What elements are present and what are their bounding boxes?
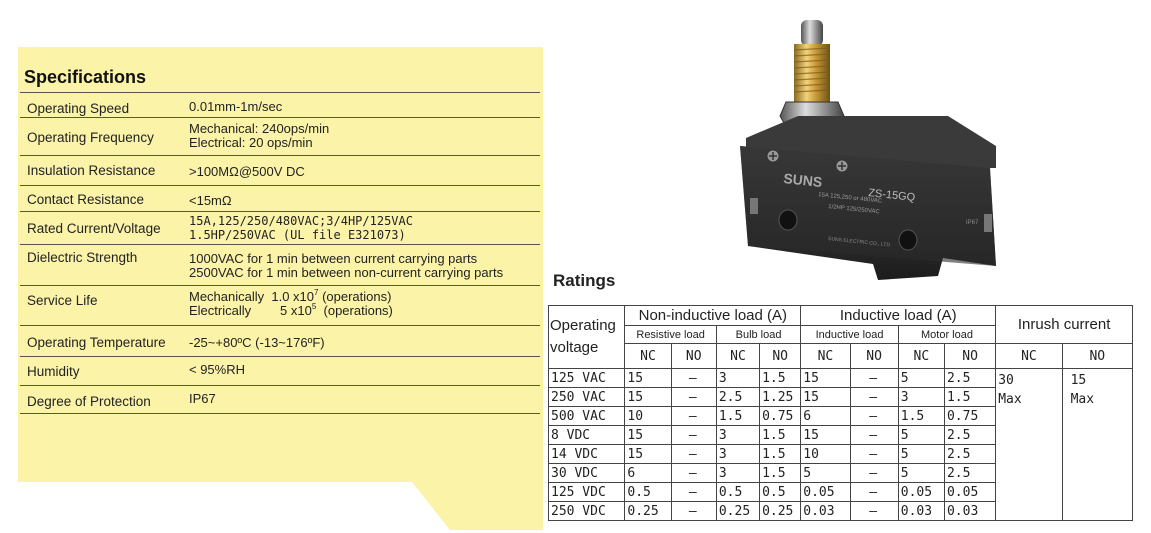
inrush-no-cell	[1062, 369, 1132, 521]
resistive-nc-cell: 0.25	[625, 502, 671, 521]
bulb-nc-cell: 1.5	[716, 407, 759, 426]
spec-row-operating-speed	[20, 92, 540, 118]
non-inductive-header: Non-inductive load (A)	[625, 306, 801, 326]
bulb-no-cell: 1.5	[760, 369, 801, 388]
motor-nc-cell: 0.03	[898, 502, 944, 521]
motor-nc-cell: 5	[898, 426, 944, 445]
voltage-cell: 8 VDC	[549, 426, 625, 445]
no-header: NO	[1062, 344, 1132, 369]
resistive-no-cell: –	[671, 407, 716, 426]
voltage-cell: 500 VAC	[549, 407, 625, 426]
inductive-nc-cell: 0.05	[801, 483, 850, 502]
specifications-title: Specifications	[24, 67, 147, 87]
motor-no-cell: 1.5	[944, 388, 995, 407]
resistive-nc-cell: 10	[625, 407, 671, 426]
resistive-no-cell: –	[671, 388, 716, 407]
header-text: voltage	[550, 339, 599, 356]
bulb-no-cell: 1.5	[760, 426, 801, 445]
resistive-no-cell: –	[671, 483, 716, 502]
inrush-no-value: 15	[1070, 373, 1087, 388]
spec-label: Operating Temperature	[27, 335, 166, 350]
inductive-nc-cell: 15	[801, 426, 850, 445]
service-life-elec-text: Electrically 5 x10	[189, 303, 312, 318]
voltage-cell: 250 VAC	[549, 388, 625, 407]
motor-nc-cell: 3	[898, 388, 944, 407]
spec-row-dielectric-strength	[20, 244, 540, 286]
spec-row-degree-of-protection	[20, 385, 540, 414]
bulb-nc-cell: 3	[716, 426, 759, 445]
ratings-table	[548, 305, 1133, 521]
voltage-cell: 30 VDC	[549, 464, 625, 483]
header-row-3	[549, 344, 1133, 369]
spec-label: Insulation Resistance	[27, 163, 156, 178]
exponent: 5	[311, 302, 317, 311]
spec-label: Contact Resistance	[27, 192, 145, 207]
service-life-mech-text: Mechanically 1.0 x10	[189, 289, 315, 304]
resistive-nc-cell: 0.5	[625, 483, 671, 502]
nc-header: NC	[898, 344, 944, 369]
spec-label: Operating Speed	[27, 101, 130, 116]
ip-label: IP67	[966, 220, 979, 226]
spec-value-line1: 1000VAC for 1 min between current carrying parts	[189, 251, 478, 266]
inductive-no-cell: –	[850, 388, 898, 407]
motor-nc-cell: 5	[898, 464, 944, 483]
operations-text: (operations)	[318, 289, 392, 304]
inrush-nc-max: Max	[998, 392, 1022, 407]
bulb-nc-cell: 0.25	[716, 502, 759, 521]
spec-value-line1: Mechanical: 240ops/min	[189, 121, 330, 136]
ratings-title: Ratings	[553, 271, 616, 290]
inductive-no-cell: –	[850, 483, 898, 502]
bulb-no-cell: 1.25	[760, 388, 801, 407]
motor-no-cell: 0.75	[944, 407, 995, 426]
inductive-no-cell: –	[850, 426, 898, 445]
spec-row-operating-frequency	[20, 116, 540, 156]
inrush-no-max: Max	[1070, 392, 1095, 407]
resistive-no-cell: –	[671, 426, 716, 445]
inductive-nc-cell: 6	[801, 407, 850, 426]
spec-row-contact-resistance	[20, 185, 540, 212]
voltage-cell: 125 VAC	[549, 369, 625, 388]
resistive-nc-cell: 15	[625, 388, 671, 407]
resistive-nc-cell: 6	[625, 464, 671, 483]
bulb-no-cell: 1.5	[760, 445, 801, 464]
operating-voltage-header	[549, 306, 625, 369]
micro-switch-product-image	[728, 18, 1013, 280]
motor-no-cell: 2.5	[944, 464, 995, 483]
resistive-no-cell: –	[671, 445, 716, 464]
motor-no-cell: 2.5	[944, 426, 995, 445]
spec-value: -25~+80ºC (-13~176ºF)	[189, 335, 325, 350]
rating-text-1: 15A 125,250 or 480VAC	[817, 192, 883, 205]
resistive-header: Resistive load	[625, 326, 716, 344]
inductive-no-cell: –	[850, 369, 898, 388]
model-label: ZS-15GQ	[867, 187, 916, 204]
resistive-no-cell: –	[671, 464, 716, 483]
inductive-no-cell: –	[850, 445, 898, 464]
motor-nc-cell: 1.5	[898, 407, 944, 426]
spec-value-line2	[189, 304, 393, 318]
motor-nc-cell: 5	[898, 445, 944, 464]
nc-header: NC	[716, 344, 759, 369]
no-header: NO	[760, 344, 801, 369]
motor-nc-cell: 5	[898, 369, 944, 388]
inrush-nc-value: 30	[998, 373, 1014, 388]
spec-value-line2: Electrical: 20 ops/min	[189, 135, 313, 150]
bulb-nc-cell: 3	[716, 369, 759, 388]
brand-label: SUNS	[782, 170, 824, 191]
resistive-nc-cell: 15	[625, 445, 671, 464]
spec-label: Rated Current/Voltage	[27, 221, 161, 236]
resistive-nc-cell: 15	[625, 369, 671, 388]
inductive-sub-header: Inductive load	[801, 326, 898, 344]
voltage-cell: 14 VDC	[549, 445, 625, 464]
operations-text: (operations)	[316, 303, 393, 318]
no-header: NO	[850, 344, 898, 369]
voltage-cell: 250 VDC	[549, 502, 625, 521]
spec-label: Dielectric Strength	[27, 250, 138, 265]
nc-header: NC	[625, 344, 671, 369]
inductive-header: Inductive load (A)	[801, 306, 996, 326]
spec-value: 0.01mm-1m/sec	[189, 99, 283, 114]
spec-label: Service Life	[27, 293, 98, 308]
spec-row-humidity	[20, 356, 540, 386]
maker-label: SUNS ELECTRIC CO., LTD	[827, 236, 891, 249]
spec-value: <15mΩ	[189, 193, 232, 208]
inductive-nc-cell: 15	[801, 388, 850, 407]
inrush-nc-cell	[996, 369, 1062, 521]
spec-row-service-life	[20, 285, 540, 326]
rating-text-2: 1/2HP 125/250VAC	[827, 204, 880, 216]
inductive-no-cell: –	[850, 407, 898, 426]
motor-header: Motor load	[898, 326, 995, 344]
spec-value-line1: 15A,125/250/480VAC;3/4HP/125VAC	[189, 214, 413, 228]
no-header: NO	[671, 344, 716, 369]
no-header: NO	[944, 344, 995, 369]
spec-value-line2: 1.5HP/250VAC (UL file E321073)	[189, 228, 406, 242]
table-row	[549, 369, 1133, 388]
bulb-nc-cell: 0.5	[716, 483, 759, 502]
bulb-nc-cell: 2.5	[716, 388, 759, 407]
bulb-no-cell: 1.5	[760, 464, 801, 483]
inrush-header: Inrush current	[996, 306, 1133, 344]
spec-value: >100MΩ@500V DC	[189, 164, 305, 179]
motor-no-cell: 2.5	[944, 369, 995, 388]
header-row-1	[549, 306, 1133, 326]
spec-value: < 95%RH	[189, 362, 245, 377]
bulb-header: Bulb load	[716, 326, 800, 344]
resistive-no-cell: –	[671, 502, 716, 521]
nc-header: NC	[996, 344, 1062, 369]
spec-label: Operating Frequency	[27, 130, 154, 145]
voltage-cell: 125 VDC	[549, 483, 625, 502]
bulb-nc-cell: 3	[716, 445, 759, 464]
inductive-nc-cell: 0.03	[801, 502, 850, 521]
motor-no-cell: 0.03	[944, 502, 995, 521]
exponent: 7	[314, 288, 319, 297]
motor-no-cell: 0.05	[944, 483, 995, 502]
inductive-nc-cell: 5	[801, 464, 850, 483]
spec-row-rated-current-voltage	[20, 211, 540, 245]
bulb-nc-cell: 3	[716, 464, 759, 483]
spec-value-line2: 2500VAC for 1 min between non-current carrying parts	[189, 265, 504, 280]
spec-row-insulation-resistance	[20, 155, 540, 186]
inductive-no-cell: –	[850, 464, 898, 483]
inductive-nc-cell: 10	[801, 445, 850, 464]
nc-header: NC	[801, 344, 850, 369]
inductive-nc-cell: 15	[801, 369, 850, 388]
motor-nc-cell: 0.05	[898, 483, 944, 502]
bulb-no-cell: 0.5	[760, 483, 801, 502]
resistive-no-cell: –	[671, 369, 716, 388]
spec-label: Humidity	[27, 364, 80, 379]
inductive-no-cell: –	[850, 502, 898, 521]
bulb-no-cell: 0.25	[760, 502, 801, 521]
motor-no-cell: 2.5	[944, 445, 995, 464]
resistive-nc-cell: 15	[625, 426, 671, 445]
header-text: Operating	[550, 317, 616, 334]
spec-value: IP67	[189, 391, 216, 406]
spec-label: Degree of Protection	[27, 394, 151, 409]
spec-value-line1	[189, 290, 391, 304]
bulb-no-cell: 0.75	[760, 407, 801, 426]
spec-row-operating-temperature	[20, 325, 540, 357]
